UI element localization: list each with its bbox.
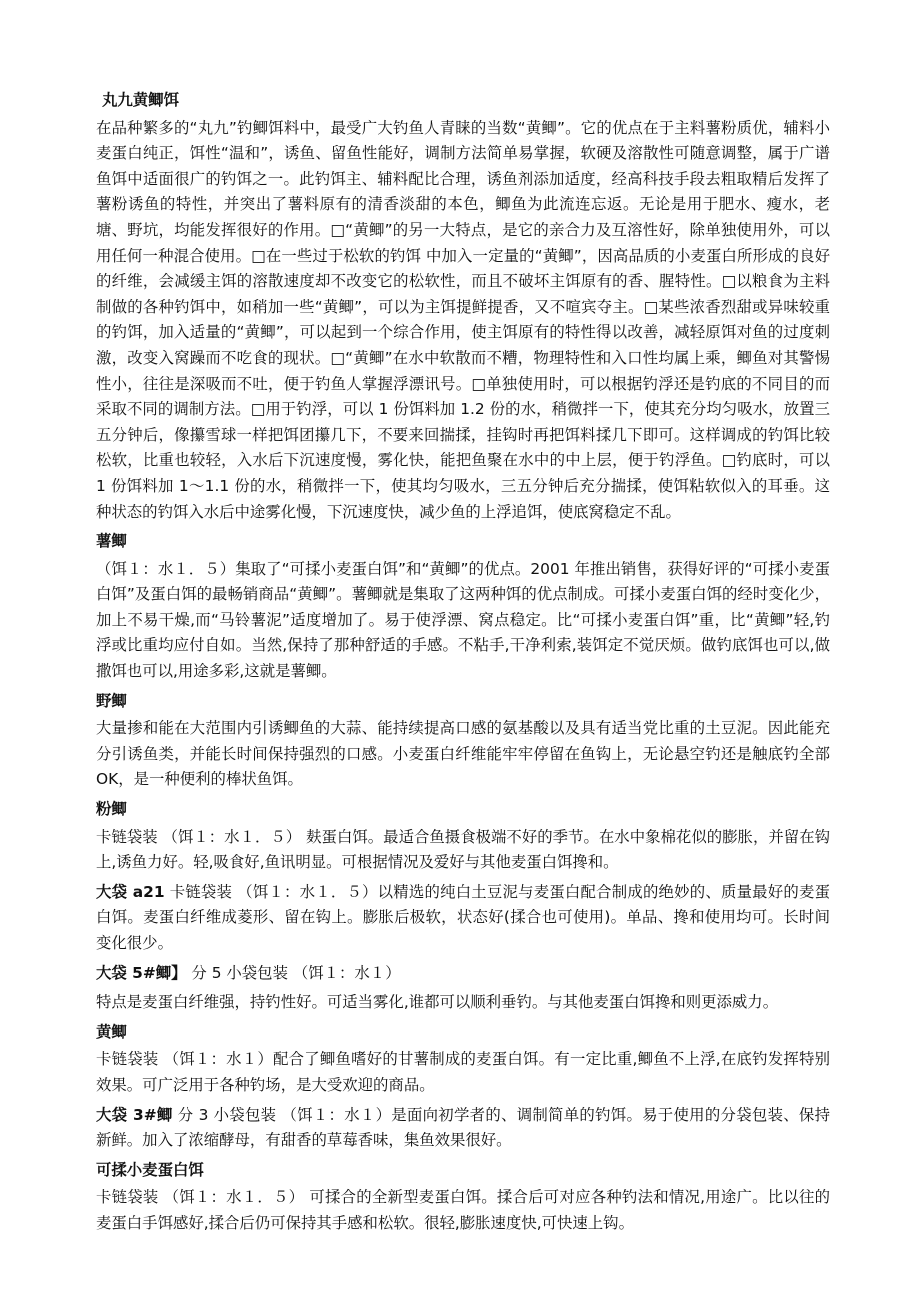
section-body-a21: 卡链袋装 （饵１：水１．５）以精选的纯白土豆泥与麦蛋白配合制成的绝妙的、质量最好的麦蛋白饵。麦蛋白纤维成菱形、留在钩上。膨胀后极软，状态好(揉合也可使用)。单品、搀和使用均可。长时间变化很少。	[96, 882, 830, 952]
section-title-wanjiu-huangji: 丸九黄鲫饵	[102, 91, 179, 109]
section-3ji	[96, 1101, 830, 1156]
section-lead-3ji: 大袋 3#鲫	[96, 1105, 173, 1124]
section-a21	[96, 878, 830, 959]
section-body-fenji: 卡链袋装 （饵１：水１．５） 麸蛋白饵。最适合鱼摄食极端不好的季节。在水中象棉花似的膨胀，并留在钩上,诱鱼力好。轻,吸食好,鱼讯明显。可根据情况及爱好与其他麦蛋白饵搀和。	[96, 827, 830, 872]
section-body-kerou: 卡链袋装 （饵１：水１．５） 可揉合的全新型麦蛋白饵。揉合后可对应各种钓法和情况,用途广。比以往的麦蛋白手饵感好,揉合后仍可保持其手感和松软。很轻,膨胀速度快,可快速上钩。	[96, 1188, 830, 1232]
section-5ji	[96, 959, 830, 989]
section-body-yeji: 大量掺和能在大范围内引诱鲫鱼的大蒜、能持续提高口感的氨基酸以及具有适当党比重的土豆泥。因此能充分引诱鱼类，并能长时间保持强烈的口感。小麦蛋白纤维能牢牢停留在鱼钩上，无论悬空钓还是触底钓全部 OK，是一种便利的棒状鱼饵。	[96, 719, 830, 789]
section-body-5ji: 分 5 小袋包装 （饵１：水１）	[186, 963, 401, 982]
section-title-kerou: 可揉小麦蛋白饵	[96, 1160, 204, 1179]
section-title-huangji: 黄鲫	[96, 1022, 127, 1041]
section-title-yeji: 野鲫	[96, 691, 127, 710]
section-body-5ji-detail: 特点是麦蛋白纤维强，持钓性好。可适当雾化,谁都可以顺利垂钓。与其他麦蛋白饵搀和则更添威力。	[96, 993, 779, 1012]
section-title-shuji: 薯鲫	[96, 532, 127, 551]
section-title-fenji: 粉鲫	[96, 800, 127, 819]
section-lead-5ji: 大袋 5#鲫】	[96, 963, 187, 982]
section-body-wanjiu-huangji: 在品种繁多的“丸九”钓鲫饵料中，最受广大钓鱼人青睐的当数“黄鲫”。它的优点在于主料薯粉质优，辅料小麦蛋白纯正，饵性“温和”，诱鱼、留鱼性能好，调制方法简单易掌握，软硬及溶散性可随意调整，属于广谱鱼饵中适面很广的钓饵之一。此钓饵主、辅料配比合理，诱鱼剂添加适度，经高科技手段去粗取精后发挥了薯粉诱鱼的特性，并突出了薯料原有的清香淡甜的本色，鲫鱼为此流连忘返。无论是用于肥水、瘦水，老塘、野坑，均能发挥很好的作用。□“黄鲫”的另一大特点，是它的亲合力及互溶性好，除单独使用外，可以用任何一种混合使用。□在一些过于松软的钓饵 中加入一定量的“黄鲫”，因高品质的小麦蛋白所形成的良好的纤维，会减缓主饵的溶散速度却不改变它的松软性，而且不破坏主饵原有的香、腥特性。□以粮食为主料制做的各种钓饵中，如稍加一些“黄鲫”，可以为主饵提鲜提香，又不喧宾夺主。□某些浓香烈甜或异味较重的钓饵，加入适量的“黄鲫”，可以起到一个综合作用，使主饵原有的特性得以改善，减轻原饵对鱼的过度刺激，改变入窝躁而不吃食的现状。□“黄鲫”在水中软散而不糟，物理特性和入口性均属上乘，鲫鱼对其警惕性小，往往是深吸而不吐，便于钓鱼人掌握浮漂讯号。□单独使用时，可以根据钓浮还是钓底的不同目的而采取不同的调制方法。□用于钓浮，可以 1 份饵料加 1.2 份的水，稍微拌一下，使其充分均匀吸水，放置三五分钟后，像攥雪球一样把饵团攥几下，不要来回揣揉，挂钩时再把饵料揉几下即可。这样调成的钓饵比较松软，比重也较轻，入水后下沉速度慢，雾化快，能把鱼聚在水中的中上层，便于钓浮鱼。□钓底时，可以 1 份饵料加 1～1.1 份的水，稍微拌一下，使其均匀吸水，三五分钟后充分揣揉，使饵粘软似入的耳垂。这种状态的钓饵入水后中途雾化慢，下沉速度快，减少鱼的上浮追饵，使底窝稳定不乱。	[96, 118, 830, 521]
section-body-huangji: 卡链袋装 （饵１：水１）配合了鲫鱼嗜好的甘薯制成的麦蛋白饵。有一定比重,鲫鱼不上浮,在底钓发挥特别效果。可广泛用于各种钓场，是大受欢迎的商品。	[96, 1050, 830, 1094]
section-body-3ji: 分 3 小袋包装 （饵１：水１）是面向初学者的、调制简单的钓饵。易于使用的分袋包装、保持新鲜。加入了浓缩酵母，有甜香的草莓香味，集鱼效果很好。	[96, 1105, 830, 1150]
document-page	[96, 86, 830, 1239]
section-lead-a21: 大袋 a21	[96, 882, 165, 901]
section-body-shuji: （饵１：水１．５）集取了“可揉小麦蛋白饵”和“黄鲫”的优点。2001 年推出销售，获得好评的“可揉小麦蛋白饵”及蛋白饵的最畅销商品“黄鲫”。薯鲫就是集取了这两种饵的优点制成。可揉小麦蛋白饵的经时变化少，加上不易干燥,而“马铃薯泥”适度增加了。易于使浮漂、窝点稳定。比“可揉小麦蛋白饵”重，比“黄鲫”轻,钓浮或比重均应付自如。当然,保持了那种舒适的手感。不粘手,干净利索,装饵定不觉厌烦。做钓底饵也可以,做撒饵也可以,用途多彩,这就是薯鲫。	[96, 559, 830, 681]
